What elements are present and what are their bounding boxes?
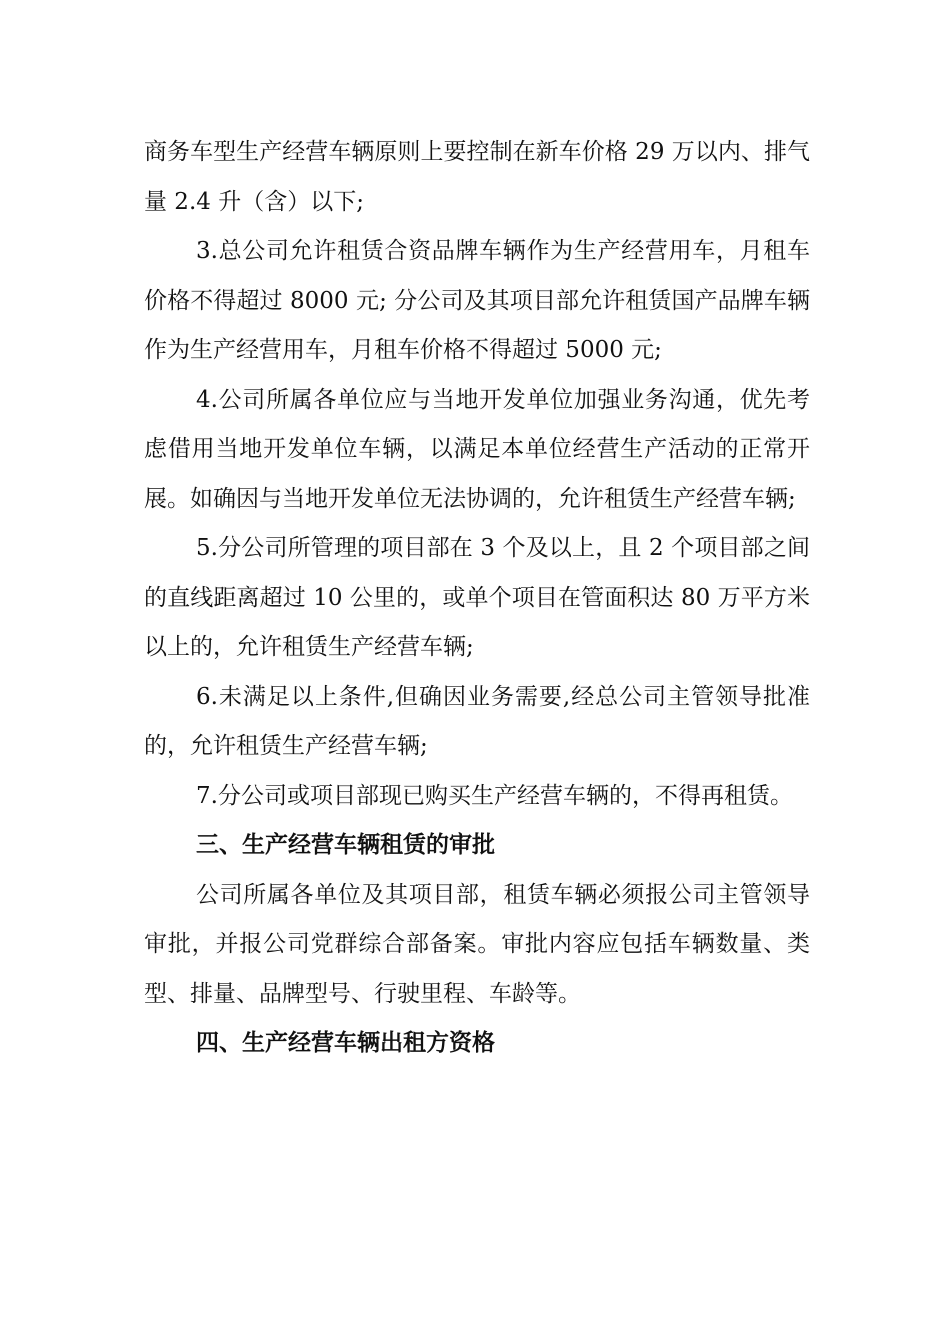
paragraph-item-4: 4.公司所属各单位应与当地开发单位加强业务沟通，优先考虑借用当地开发单位车辆，以满足本单位经营生产活动的正常开展。如确因与当地开发单位无法协调的，允许租赁生产经营车辆;	[144, 386, 810, 512]
paragraph-approval: 公司所属各单位及其项目部，租赁车辆必须报公司主管领导审批，并报公司党群综合部备案。审批内容应包括车辆数量、类型、排量、品牌型号、行驶里程、车龄等。	[144, 881, 810, 1007]
section-heading-3: 三、生产经营车辆租赁的审批	[196, 832, 495, 858]
paragraph-item-3: 3.总公司允许租赁合资品牌车辆作为生产经营用车，月租车价格不得超过 8000 元; 分公司及其项目部允许租赁国产品牌车辆作为生产经营用车，月租车价格不得超过 5000 元;	[144, 238, 810, 363]
document-body	[144, 128, 810, 1069]
paragraph-item-6: 6.未满足以上条件,但确因业务需要,经总公司主管领导批准的，允许租赁生产经营车辆;	[144, 683, 810, 759]
paragraph-continuation: 商务车型生产经营车辆原则上要控制在新车价格 29 万以内、排气量 2.4 升（含）以下;	[144, 139, 810, 215]
paragraph-item-7: 7.分公司或项目部现已购买生产经营车辆的，不得再租赁。	[196, 782, 793, 809]
paragraph-item-5: 5.分公司所管理的项目部在 3 个及以上，且 2 个项目部之间的直线距离超过 10 公里的，或单个项目在管面积达 80 万平方米以上的，允许租赁生产经营车辆;	[144, 535, 810, 660]
section-heading-4: 四、生产经营车辆出租方资格	[196, 1030, 495, 1056]
